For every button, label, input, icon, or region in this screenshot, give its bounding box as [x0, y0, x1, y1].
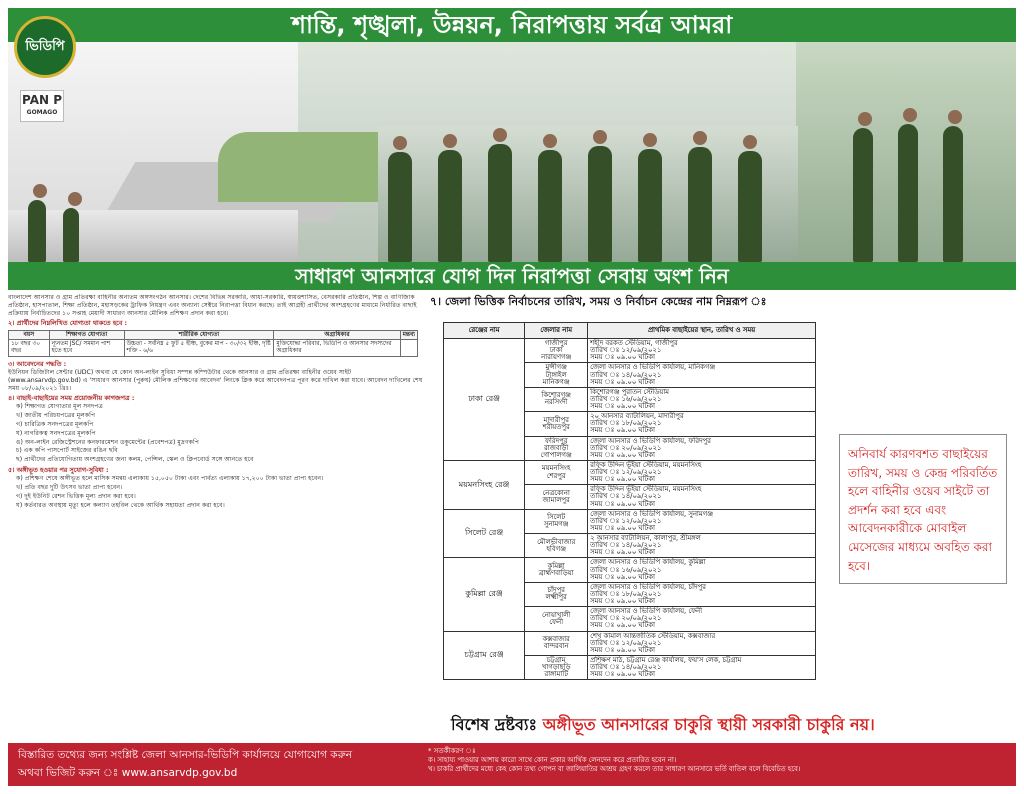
soldier-figure: [638, 149, 662, 262]
district-names: কিশোরগঞ্জ নরসিংদী: [525, 387, 588, 411]
schedule-header: জেলার নাম: [525, 323, 588, 339]
range-name: ঢাকা রেঞ্জ: [444, 339, 525, 461]
soldier-figure: [538, 150, 562, 262]
selection-place-time: রফিক উদ্দিন ভূঁইয়া স্টেডিয়াম, ময়মনসিংহ তারিখ ঃ ১৪/০৯/২০২১ সময় ঃ ০৯.০০ ঘটিকা: [588, 485, 816, 509]
district-names: নেত্রকোনা জামালপুর: [525, 485, 588, 509]
district-names: ময়মনসিংহ শেরপুর: [525, 460, 588, 484]
schedule-row: [444, 631, 816, 655]
selection-place-time: জেলা আনসার ও ভিডিপি কার্যালয়, কুমিল্লা তারিখ ঃ ১৬/০৯/২০২১ সময় ঃ ০৯.০০ ঘটিকা: [588, 558, 816, 582]
district-names: কুমিল্লা ব্রাহ্মণবাড়িয়া: [525, 558, 588, 582]
top-title: শান্তি, শৃঙ্খলা, উন্নয়ন, নিরাপত্তায় সর্বত্র আমরা: [291, 11, 733, 39]
selection-place-time: শেখ কামাল আন্তর্জাতিক স্টেডিয়াম, কক্সবাজার তারিখ ঃ ১২/০৯/২০২১ সময় ঃ ০৯.০০ ঘটিকা: [588, 631, 816, 655]
selection-place-time: শহীদ বরকত স্টেডিয়াম, গাজীপুর তারিখ ঃ ১২/০৯/২০২১ সময় ঃ ০৯.০০ ঘটিকা: [588, 339, 816, 363]
selection-place-time: ২ আনসার ব্যাটালিয়ন, কালাপুর, শ্রীমঙ্গল তারিখ ঃ ১৪/০৯/২০২১ সময় ঃ ০৯.০০ ঘটিকা: [588, 534, 816, 558]
requirements-header: মন্তব্য: [400, 330, 417, 340]
range-name: ময়মনসিংহ রেঞ্জ: [444, 460, 525, 509]
right-information-column: [430, 294, 1016, 740]
soldier-figure: [738, 151, 762, 262]
document-item: ছ) প্রার্থীদের প্রতিযোগিতায় অংশগ্রহণের জন্য কলম, পেন্সিল, স্কেল ও ক্লিপবোর্ড সঙ্গে আনতে হবে: [16, 456, 254, 464]
selection-place-time: কিশোরগঞ্জ পুরাতন স্টেডিয়াম তারিখ ঃ ১৬/০৯/২০২১ সময় ঃ ০৯.০০ ঘটিকা: [588, 387, 816, 411]
range-name: চট্টগ্রাম রেঞ্জ: [444, 631, 525, 680]
organization-logo: [14, 16, 76, 78]
left-information-column: [8, 294, 424, 740]
soldier-figure: [943, 126, 963, 262]
schedule-header: প্রাথমিক বাছাইয়ের স্থান, তারিখ ও সময়: [588, 323, 816, 339]
selection-place-time: জেলা আনসার ও ভিডিপি কার্যালয়, চাঁদপুর তারিখ ঃ ১৮/০৯/২০২১ সময় ঃ ০৯.০০ ঘটিকা: [588, 582, 816, 606]
range-name: কুমিল্লা রেঞ্জ: [444, 558, 525, 631]
soldier-figure: [898, 124, 918, 262]
intro-paragraph: বাংলাদেশ আনসার ও গ্রাম প্রতিরক্ষা বাহিনীর অন্যতম অঙ্গসংগঠন আনসার। দেশের বিভিন্ন সরকারি, আধা-সরকারি, স্বায়ত্তশাসিত, বেসরকারি প্রতিষ্ঠান, শিল্প ও বাণিজ্যিক প্রতিষ্ঠান, হাসপাতাল, শিক্ষা প্রতিষ্ঠান, মহাসড়কের ট্রাফিক নিয়ন্ত্রণ এবং অন্যান্য সেক্টরে নিরাপত্তা বিধান করছে। তাই আগ্রহী প্রার্থীদের অংশগ্রহণের মাধ্যমে নির্ধারিত বাছাই প্রক্রিয়ায় নির্বাচিতদের ১০ সপ্তাহ মেয়াদী সাধারণ আনসার মৌলিক প্রশিক্ষণ প্রদান করা হবে।: [8, 294, 417, 317]
benefit-item: খ) প্রতি বছর দুটি উৎসব ভাতা প্রাপ্য হবেন।: [16, 483, 123, 491]
schedule-header: রেঞ্জের নাম: [444, 323, 525, 339]
soldier-figure: [28, 200, 46, 262]
schedule-change-notice: অনিবার্য কারণবশত বাছাইয়ের তারিখ, সময় ও কেন্দ্র পরিবর্তিত হলে বাহিনীর ওয়েব সাইটে তা প্রদর্শন করা হবে এবং আবেদনকারীকে মোবাইল মেসেজের মাধ্যমে অবহিত করা হবে।: [839, 434, 1007, 584]
benefit-item: গ) দুই ইউনিট রেশন ভিত্তিক মূল্য প্রদান করা হবে।: [16, 492, 136, 500]
selection-place-time: জেলা আনসার ও ভিডিপি কার্যালয়, ফেনী তারিখ ঃ ২০/০৯/২০২১ সময় ঃ ০৯.০০ ঘটিকা: [588, 607, 816, 631]
logo-text: ভিডিপি: [25, 38, 65, 54]
special-note-label: বিশেষ দ্রষ্টব্যঃ: [451, 715, 538, 734]
requirements-cell: ১৮ বছর ৩০ বছর: [9, 340, 50, 357]
document-item: ক) শিক্ষাগত যোগ্যতার মূল সনদপত্র: [16, 403, 103, 411]
district-names: কক্সবাজার বান্দরবান: [525, 631, 588, 655]
selection-place-time: ২০ আনসার ব্যাটালিয়ন, মাদারীপুর তারিখ ঃ ১৮/০৯/২০২১ সময় ঃ ০৯.০০ ঘটিকা: [588, 412, 816, 436]
document-item: খ) জাতীয় পরিচয়পত্রের মূলকপি: [16, 412, 96, 420]
website-line[interactable]: অথবা ভিজিট করুন ঃ www.ansarvdp.gov.bd: [18, 767, 238, 779]
soldier-figure: [853, 128, 873, 262]
requirements-header: অগ্রাধিকার: [274, 330, 400, 340]
requirements-header: বয়স: [9, 330, 50, 340]
schedule-row: [444, 509, 816, 533]
building-sign-text: PAN P: [22, 93, 62, 107]
warning-line-1: ক। সাহায্য পাওয়ার আশায় কারো সাথে কোন প্রকার আর্থিক লেনদেন করে প্রতারিত হবেন না।: [428, 756, 677, 765]
building-sign: [20, 90, 64, 122]
district-names: মাদারীপুর শরীয়তপুর: [525, 412, 588, 436]
schedule-title: ৭। জেলা ভিত্তিক নির্বাচনের তারিখ, সময় ও নির্বাচন কেন্দ্রের নাম নিম্নরূপ ঃ: [430, 295, 767, 308]
district-names: গাজীপুর ঢাকা নারায়ণগঞ্জ: [525, 339, 588, 363]
requirements-cell: মুক্তিযোদ্ধা পরিবার, ভিডিপি ও আনসার সদস্যদের অগ্রাধিকার: [274, 340, 400, 357]
requirements-header: শিক্ষাগত যোগ্যতা: [49, 330, 124, 340]
middle-banner: [8, 262, 1016, 290]
requirements-cell: উচ্চতা - সর্বনিম্ন ৫ ফুট ৫ ইঞ্চি, বুকের মাপ - ৩০/৩২ ইঞ্চি, দৃষ্টি শক্তি - ৬/৬: [124, 340, 274, 357]
soldier-figure: [588, 146, 612, 262]
district-names: নোয়াখালী ফেনী: [525, 607, 588, 631]
schedule-row: [444, 460, 816, 484]
contact-footer: [8, 743, 420, 786]
top-title-banner: [8, 8, 1016, 42]
requirements-cell: [400, 340, 417, 357]
section-4-title: ৪। বাছাই-বাছাইয়ের সময় প্রয়োজনীয় কাগজপত্র :: [8, 394, 135, 403]
document-item: ঙ) অন-লাইন রেজিস্ট্রেশনের কনফারমেশন ডকুমেন্টের (প্রবেশপত্র) মুদ্রণকপি: [16, 438, 199, 446]
selection-place-time: জেলা আনসার ও ভিডিপি কার্যালয়, সুনামগঞ্জ তারিখ ঃ ১২/০৯/২০২১ সময় ঃ ০৯.০০ ঘটিকা: [588, 509, 816, 533]
fence-graphic: [8, 210, 298, 262]
selection-place-time: জেলা আনসার ও ভিডিপি কার্যালয়, ফরিদপুর তারিখ ঃ ২০/০৯/২০২১ সময় ঃ ০৯.০০ ঘটিকা: [588, 436, 816, 460]
warning-title: * সতর্কীকরণ ঃ: [428, 747, 476, 755]
requirements-header: শারীরিক যোগ্যতা: [124, 330, 274, 340]
middle-banner-text: সাধারণ আনসারে যোগ দিন নিরাপত্তা সেবায় অংশ নিন: [295, 264, 729, 288]
document-item: ঘ) নাগরিকত্ব সনদপত্রের মূলকপি: [16, 429, 96, 437]
photo-strip: [8, 42, 1016, 262]
district-names: চাঁদপুর লক্ষ্মীপুর: [525, 582, 588, 606]
selection-place-time: রফিক উদ্দিন ভূঁইয়া স্টেডিয়াম, ময়মনসিংহ তারিখ ঃ ১২/০৯/২০২১ সময় ঃ ০৯.০০ ঘটিকা: [588, 460, 816, 484]
section-5-title: ৫। অঙ্গীভূত হওয়ার পর সুযোগ-সুবিধা :: [8, 466, 109, 475]
district-names: চট্টগ্রাম খাগড়াছড়ি রাঙ্গামাটি: [525, 655, 588, 679]
district-names: মুন্সীগঞ্জ টাঙ্গাইল মানিকগঞ্জ: [525, 363, 588, 387]
schedule-row: [444, 558, 816, 582]
benefit-item: ঘ) কর্তব্যরত অবস্থায় মৃত্যু হলে কল্যাণ তহবিল থেকে আর্থিক সহায়তা প্রদান করা হবে।: [16, 501, 225, 509]
district-names: মৌলভীবাজার হবিগঞ্জ: [525, 534, 588, 558]
document-item: গ) চারিত্রিক সনদপত্রের মূলকপি: [16, 421, 94, 429]
special-note-text: অঙ্গীভূত আনসারের চাকুরি স্থায়ী সরকারী চাকুরি নয়।: [542, 715, 875, 734]
contact-line-1: বিস্তারিত তথ্যের জন্য সংশ্লিষ্ট জেলা আনসার-ভিডিপি কার্যালয়ে যোগাযোগ করুন: [18, 749, 352, 761]
section-2-title: ২। প্রার্থীদের নিম্নলিখিত যোগ্যতা থাকতে হবে :: [8, 319, 128, 328]
district-names: সিলেট সুনামগঞ্জ: [525, 509, 588, 533]
selection-place-time: জেলা আনসার ও ভিডিপি কার্যালয়, মানিকগঞ্জ তারিখ ঃ ১৪/০৯/২০২১ সময় ঃ ০৯.০০ ঘটিকা: [588, 363, 816, 387]
soldier-figure: [488, 144, 512, 262]
building-sign-subtext: GOMAGO: [26, 109, 58, 116]
benefit-item: ক) প্রশিক্ষণ শেষে অঙ্গীভূত হলে মাসিক সমন্বয় এলাকায় ১৫,০৫০ টাকা এবং পার্বত্য এলাকায় ১৭,২০০ টাকা ভাতা প্রাপ্য হবেন।: [16, 475, 324, 483]
district-names: ফরিদপুর রাজবাড়ী গোপালগঞ্জ: [525, 436, 588, 460]
warning-footer: [420, 743, 1016, 786]
selection-place-time: প্রশিক্ষণ মাঠ, চট্টগ্রাম রেঞ্জ কার্যালয়, ফয়'স লেক, চট্টগ্রাম তারিখ ঃ ১৪/০৯/২০২১ সময় ঃ ০৯.০০ ঘটিকা: [588, 655, 816, 679]
document-item: চ) এক কপি পাসপোর্ট সাইজের রঙিন ছবি: [16, 447, 118, 455]
training-photo-collage: [8, 42, 1016, 262]
soldier-figure: [63, 208, 79, 262]
range-name: সিলেট রেঞ্জ: [444, 509, 525, 558]
schedule-row: [444, 339, 816, 363]
soldier-figure: [388, 152, 412, 262]
application-method-text: ইউনিয়ন ডিজিটাল সেন্টার (UDC) অথবা যে কোন অন-লাইন সুবিধা সম্পন্ন কম্পিউটার থেকে আনসার ও গ্রাম প্রতিরক্ষা বাহিনীর ওয়েব সাইট (www.ansarvdp.gov.bd) এ 'সাধারণ আনসার (পুরুষ) মৌলিক প্রশিক্ষণের আবেদন' লিংকে ক্লিক করে আবেদনপত্র পূরণ করে দাখিল করা যাবে। আবেদন দাখিলের শেষ সময় ০৮/০৯/২০২১ খ্রিঃ।: [8, 368, 423, 392]
section-3-title: ৩। আবেদনের পদ্ধতি :: [8, 359, 67, 368]
special-note: [451, 712, 991, 739]
soldier-figure: [688, 147, 712, 262]
requirements-cell: ন্যূনতম JSC/ সমমান পাশ হতে হবে: [49, 340, 124, 357]
requirements-table: [8, 330, 418, 357]
soldier-figure: [438, 150, 462, 262]
selection-schedule-table: [443, 322, 816, 680]
warning-line-2: খ। চাকরি প্রার্থীদের মধ্যে কেহ কোন তথ্য গোপন বা জালিয়াতির আশ্রয় গ্রহণ করলে তার সাধারণ আনসারে ভর্তি বাতিল বলে বিবেচিত হবে।: [428, 764, 801, 773]
